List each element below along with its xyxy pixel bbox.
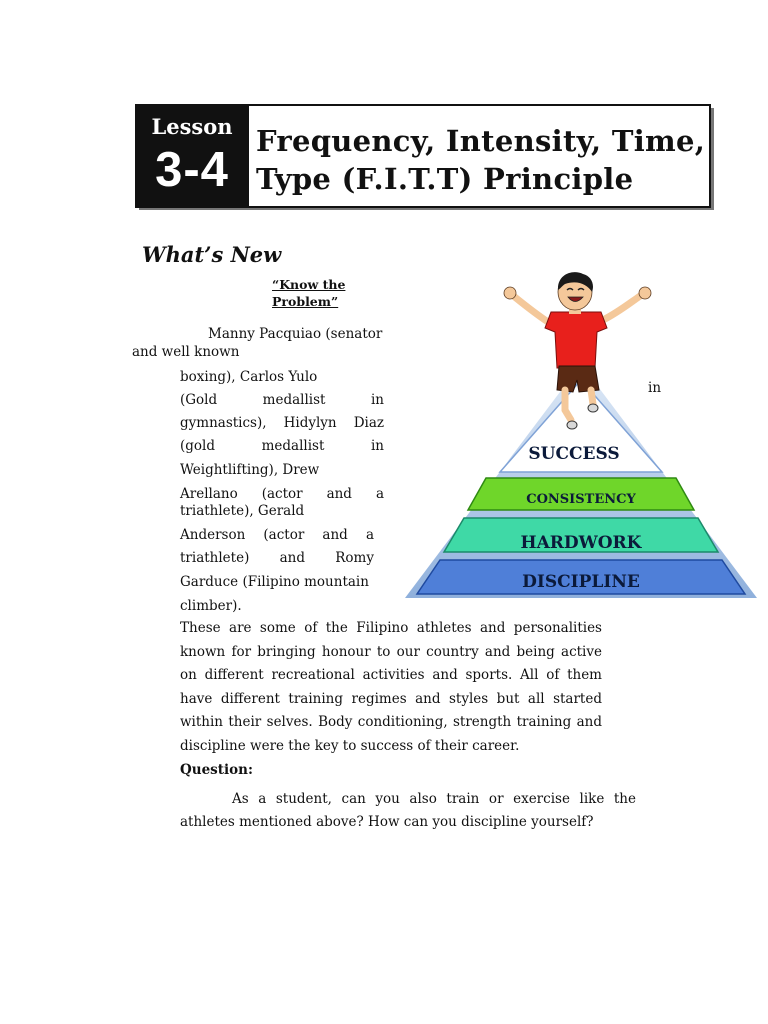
intro-line-4 — [180, 391, 384, 409]
lesson-title-line-2: Type (F.I.T.T) Principle — [256, 162, 634, 196]
intro-word: and — [326, 486, 352, 502]
pyramid-label-consistency: CONSISTENCY — [526, 492, 636, 507]
intro-word: medallist — [261, 438, 325, 454]
intro-word: Arellano — [180, 486, 238, 502]
question-label: Question: — [180, 762, 253, 778]
lesson-badge — [135, 104, 249, 208]
question-text: As a student, can you also train or exercise like the athletes mentioned above? How can you discipline yourself? — [180, 791, 636, 830]
intro-word: gymnastics), — [180, 415, 267, 431]
left-shoe — [567, 421, 577, 429]
right-shoe — [588, 404, 598, 412]
intro-word: in — [370, 392, 384, 408]
intro-word: (actor — [263, 527, 305, 543]
intro-line-2: and well known — [132, 344, 240, 360]
intro-word: (Gold — [180, 392, 218, 408]
header-shadow-right — [711, 108, 714, 210]
intro-word: medallist — [262, 392, 326, 408]
stray-word: in — [648, 380, 662, 396]
intro-word: Romy — [335, 550, 374, 566]
intro-line-13: climber). — [180, 598, 242, 614]
red-shirt — [545, 312, 607, 368]
intro-word: and — [322, 527, 348, 543]
intro-word: (gold — [180, 438, 215, 454]
right-hand — [639, 287, 651, 299]
intro-word: Hidylyn — [283, 415, 337, 431]
pyramid-label-hardwork: HARDWORK — [520, 533, 642, 553]
intro-line-6 — [180, 437, 384, 455]
intro-line-12: Garduce (Filipino mountain — [180, 574, 369, 590]
intro-word: (actor — [261, 486, 303, 502]
lesson-title-line-1: Frequency, Intensity, Time, — [256, 124, 706, 158]
intro-line-5 — [180, 414, 384, 432]
intro-word: in — [370, 438, 384, 454]
success-pyramid-illustration — [405, 272, 757, 608]
intro-word: a — [365, 527, 374, 543]
lesson-word: Lesson — [151, 114, 233, 139]
section-subtitle — [272, 276, 345, 310]
intro-word: Diaz — [353, 415, 384, 431]
intro-line-1: Manny Pacquiao (senator — [208, 326, 383, 342]
intro-line-9: triathlete), Gerald — [180, 503, 305, 519]
intro-line-10 — [180, 526, 374, 544]
intro-word: and — [279, 550, 305, 566]
intro-line-7: Weightlifting), Drew — [180, 462, 320, 478]
intro-line-3: boxing), Carlos Yulo — [180, 369, 318, 385]
subtitle-line-1: “Know the — [272, 277, 346, 292]
intro-line-11 — [180, 549, 374, 567]
intro-line-8 — [180, 485, 384, 503]
subtitle-line-2: Problem” — [272, 294, 339, 309]
pyramid-label-discipline: DISCIPLINE — [522, 572, 640, 592]
intro-word: a — [375, 486, 384, 502]
pyramid-label-success: SUCCESS — [528, 444, 620, 464]
body-paragraph: These are some of the Filipino athletes and personalities known for bringing honour to our country and being active on different recreational activities and sports. All of them have different training regimes and styles but all started within their selves. Body conditioning, strength training and discipline were the key to success of their career. — [180, 620, 602, 754]
section-heading: What’s New — [142, 242, 282, 267]
left-hand — [504, 287, 516, 299]
lesson-number: 3-4 — [155, 143, 229, 197]
intro-word: Anderson — [180, 527, 246, 543]
intro-word: triathlete) — [180, 550, 250, 566]
